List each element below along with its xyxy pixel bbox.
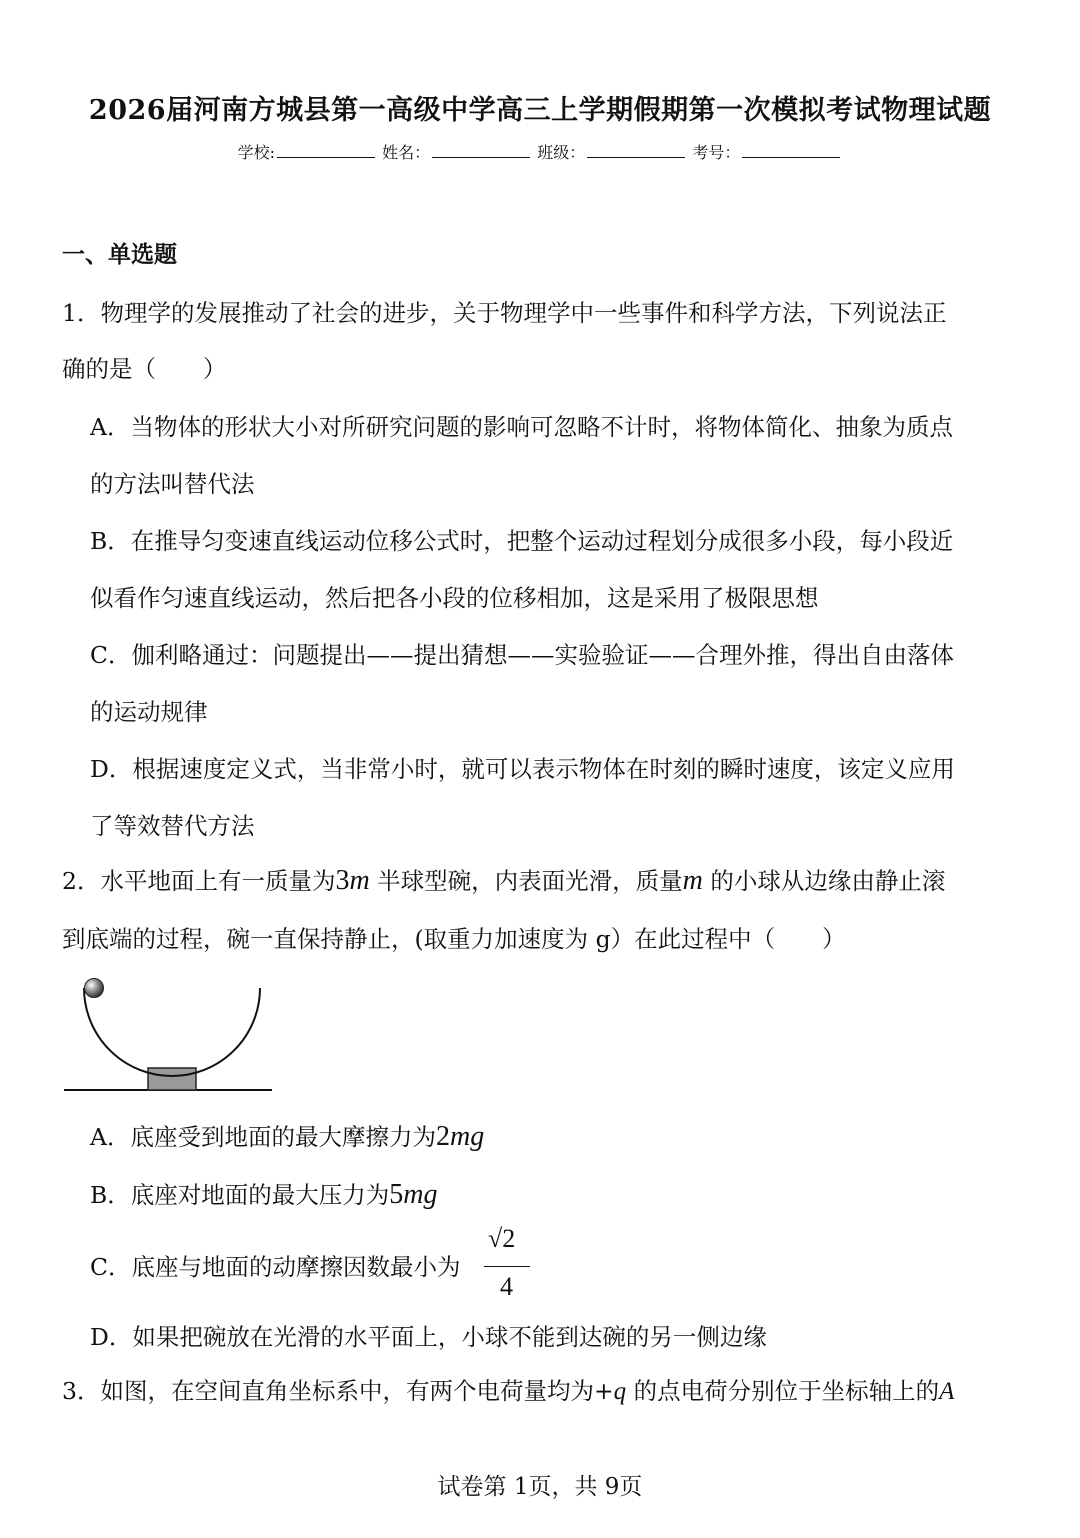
q2-option-a-variable: mg xyxy=(449,1121,485,1152)
bowl-base xyxy=(148,1068,196,1090)
number-label: 考号： xyxy=(692,143,741,162)
q2-option-c-denominator: 4 xyxy=(500,1272,513,1301)
q1-option-a-line2: 的方法叫替代法 xyxy=(90,470,255,498)
q3-point: A xyxy=(939,1378,955,1405)
fraction-bar xyxy=(484,1266,530,1267)
q2-stem-mid: 半球型碗，内表面光滑，质量 xyxy=(377,867,683,895)
q2-option-b-text: B．底座对地面的最大压力为 xyxy=(90,1181,390,1209)
name-blank[interactable] xyxy=(432,143,530,158)
q3-stem-mid: 的点电荷分别位于坐标轴上的 xyxy=(633,1377,940,1405)
q2-stem-line1 xyxy=(62,862,945,897)
q1-option-c-line1: C．伽利略通过：问题提出——提出猜想——实验验证——合理外推，得出自由落体 xyxy=(90,641,954,669)
number-blank[interactable] xyxy=(742,143,840,158)
q1-option-d-line2: 了等效替代方法 xyxy=(90,812,255,840)
q2-option-c-text: C．底座与地面的动摩擦因数最小为 xyxy=(90,1253,461,1281)
q3-charge: q xyxy=(613,1378,627,1405)
q1-option-a-line1: A．当物体的形状大小对所研究问题的影响可忽略不计时，将物体简化、抽象为质点 xyxy=(90,413,953,441)
school-label: 学校: xyxy=(237,143,276,162)
q1-stem-line1: 1．物理学的发展推动了社会的进步，关于物理学中一些事件和科学方法，下列说法正 xyxy=(62,299,947,327)
section-heading: 一、单选题 xyxy=(62,241,177,268)
bowl-arc xyxy=(84,988,260,1076)
q2-option-b-variable: mg xyxy=(403,1179,438,1210)
q2-stem-post: 的小球从边缘由静止滚 xyxy=(710,867,946,895)
q2-option-b-number: 5 xyxy=(389,1179,404,1210)
q1-option-b-line2: 似看作匀速直线运动，然后把各小段的位移相加，这是采用了极限思想 xyxy=(90,584,819,612)
q2-option-b xyxy=(90,1176,438,1211)
q2-stem-pre: 2．水平地面上有一质量为 xyxy=(62,867,336,895)
ball xyxy=(85,979,104,998)
q1-option-d-line1: D．根据速度定义式，当非常小时，就可以表示物体在时刻的瞬时速度，该定义应用 xyxy=(90,755,955,783)
q2-option-a-text: A．底座受到地面的最大摩擦力为 xyxy=(90,1123,436,1151)
q1-option-c-line2: 的运动规律 xyxy=(90,698,208,726)
name-label: 姓名： xyxy=(382,143,431,162)
student-info-line xyxy=(0,140,1080,163)
q2-option-c-numerator: √2 xyxy=(488,1224,516,1253)
q2-ball-variable: m xyxy=(682,865,703,896)
q3-stem-line1 xyxy=(62,1372,954,1406)
page-title: 2026届河南方城县第一高级中学高三上学期假期第一次模拟考试物理试题 xyxy=(88,95,992,126)
class-blank[interactable] xyxy=(587,143,685,158)
q2-option-d: D．如果把碗放在光滑的水平面上，小球不能到达碗的另一侧边缘 xyxy=(90,1323,767,1351)
class-label: 班级： xyxy=(537,143,586,162)
q2-option-a xyxy=(90,1118,484,1153)
school-blank[interactable] xyxy=(277,143,375,158)
q2-mass-variable: m xyxy=(349,865,370,896)
q3-stem-pre: 3．如图，在空间直角坐标系中，有两个电荷量均为+ xyxy=(62,1377,614,1405)
q2-stem-line2: 到底端的过程，碗一直保持静止，(取重力加速度为 g）在此过程中（ ） xyxy=(62,925,846,953)
q1-stem-line2: 确的是（ ） xyxy=(62,355,227,383)
q2-mass-number: 3 xyxy=(335,865,350,896)
page-footer: 试卷第 1页，共 9页 xyxy=(437,1474,643,1500)
bowl-diagram xyxy=(60,968,280,1096)
q2-option-a-number: 2 xyxy=(435,1121,450,1152)
q1-option-b-line1: B．在推导匀变速直线运动位移公式时，把整个运动过程划分成很多小段，每小段近 xyxy=(90,527,954,555)
